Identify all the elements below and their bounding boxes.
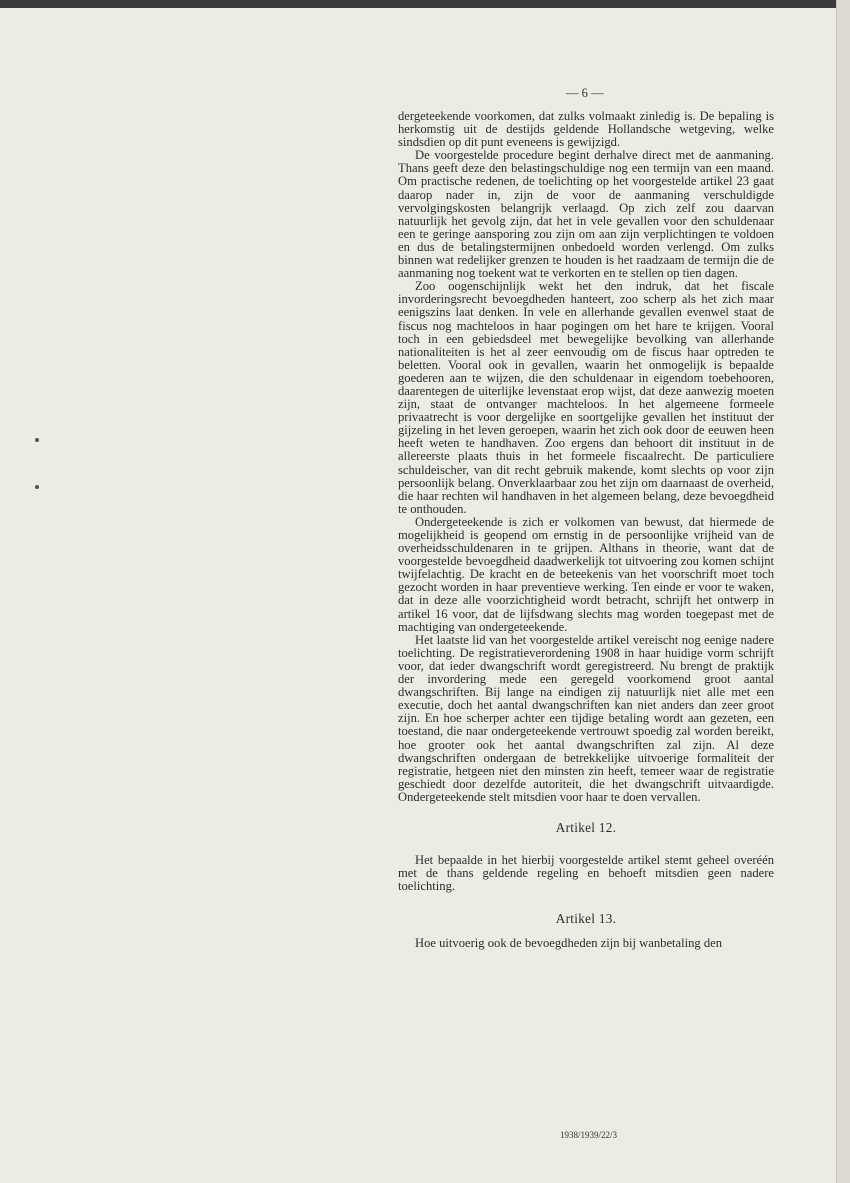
paragraph: dergeteekende voorkomen, dat zulks volmaakt zinledig is. De bepaling is herkomstig uit de destijds geldende Hollandsche wetgeving, welke sindsdien op dit punt eveneens is gewijzigd.: [398, 109, 774, 150]
paragraph: Het bepaalde in het hierbij voorgestelde artikel stemt geheel overéén met de thans geldende regeling en behoeft mitsdien geen nadere toelichting.: [398, 853, 774, 894]
paragraph: Hoe uitvoerig ook de bevoegdheden zijn bij wanbetaling den: [415, 936, 723, 951]
paragraph: De voorgestelde procedure begint derhalve direct met de aanmaning. Thans geeft deze den belastingschuldige nog een termijn van een maand. Om practische redenen, de toelichting op het voorgestelde artikel 23 gaat daarop nader in, zijn de voor de aanmaning verschuldigde vervolgingskosten belangrijk verlaagd. Op zich zelf zou daarvan natuurlijk het gevolg zijn, dat het in vele gevallen voor den schuldenaar een te geringe aansporing zou zijn om aan zijn verplichtingen te voldoen en dus de betalingstermijnen onbedoeld worden verlengd. Om zulks binnen wat redelijker grenzen te houden is het raadzaam de termijn die de aanmaning nog toekent wat te verkorten en te stellen op tien dagen.: [398, 148, 774, 281]
scan-right-edge: [836, 0, 850, 1183]
page-number: — 6 —: [566, 86, 604, 100]
paragraph: Het laatste lid van het voorgestelde artikel vereischt nog eenige nadere toelichting. De registratieverordening 1908 in haar huidige vorm schrijft voor, dat ieder dwangschrift wordt geregistreerd. Nu brengt de praktijk der invordering mede een geregeld voorkomend groot aantal dwangschriften. Bij lange na eindigen zij natuurlijk niet alle met een executie, doch het aantal dwangschriften kan niet anders dan zeer groot zijn. En hoe scherper achter een tijdige betaling wordt aan gezeten, een toestand, die naar ondergeteekende vertrouwt spoedig zal worden bereikt, hoe grooter ook het aantal dwangschriften zal zijn. Al deze dwangschriften ondergaan de betrekkelijke uitvoerige formaliteit der registratie, hetgeen niet den minsten zin heeft, temeer waar de registratie geschiedt door dezelfde autoriteit, die het dwangschrift uitvaardigde. Ondergeteekende stelt mitsdien voor haar te doen vervallen.: [398, 632, 774, 804]
scan-top-border: [0, 0, 850, 8]
punch-hole-mark: [35, 438, 39, 442]
paragraph: Ondergeteekende is zich er volkomen van bewust, dat hiermede de mogelijkheid is geopend om ernstig in de persoonlijke vrijheid van de overheidsschuldenaren in te grijpen. Althans in theorie, want dat de voorgestelde bevoegdheid daadwerkelijk tot uitvoering zou komen schijnt twijfelachtig. De kracht en de beteekenis van het voorschrift moet toch gezocht worden in haar preventieve werking. Ten einde er voor te waken, dat in deze alle voorzichtigheid wordt betracht, schrijft het ontwerp in artikel 16 voor, dat de lijfsdwang slechts mag worden toegepast met de machtiging van ondergeteekende.: [398, 514, 774, 634]
document-body: [398, 110, 774, 951]
document-code: 1938/1939/22/3: [560, 1130, 618, 1140]
article-heading-13: Artikel 13.: [555, 911, 617, 927]
article-heading-12: Artikel 12.: [555, 819, 617, 835]
paragraph: Zoo oogenschijnlijk wekt het den indruk, dat het fiscale invorderingsrecht bevoegdheden hanteert, zoo scherp als het zich maar eenigszins laat denken. In vele en allerhande gevallen evenwel staat de fiscus nog machteloos in haar pogingen om het hare te krijgen. Vooral toch in een gebiedsdeel met bewegelijke bevolking van allerhande nationaliteiten is het al zeer eenvoudig om de fiscus haar optreden te beletten. Vooral ook in gevallen, waarin het onmogelijk is bepaalde goederen aan te wijzen, die den schuldenaar in eigendom toebehooren, daarentegen de uiterlijke levenstaat erop wijst, dat deze aanwezig moeten zijn, staat de ontvanger machteloos. In het algemeene formeele privaatrecht is voor dergelijke en soortgelijke gevallen het instituut der gijzeling in het leven geroepen, waarin het zich ook door de eeuwen heen heeft weten te handhaven. Zoo ergens dan behoort dit instituut in de allereerste plaats thuis in het formeele fiscaalrecht. De particuliere schuldeischer, van dit recht gebruik makende, komt slechts op voor zijn persoonlijk belang. Onverklaarbaar zou het zijn om daarnaast de overheid, die haar rechten wil handhaven in het algemeen belang, deze bevoegdheid te onthouden.: [398, 279, 774, 516]
punch-hole-mark: [35, 485, 39, 489]
